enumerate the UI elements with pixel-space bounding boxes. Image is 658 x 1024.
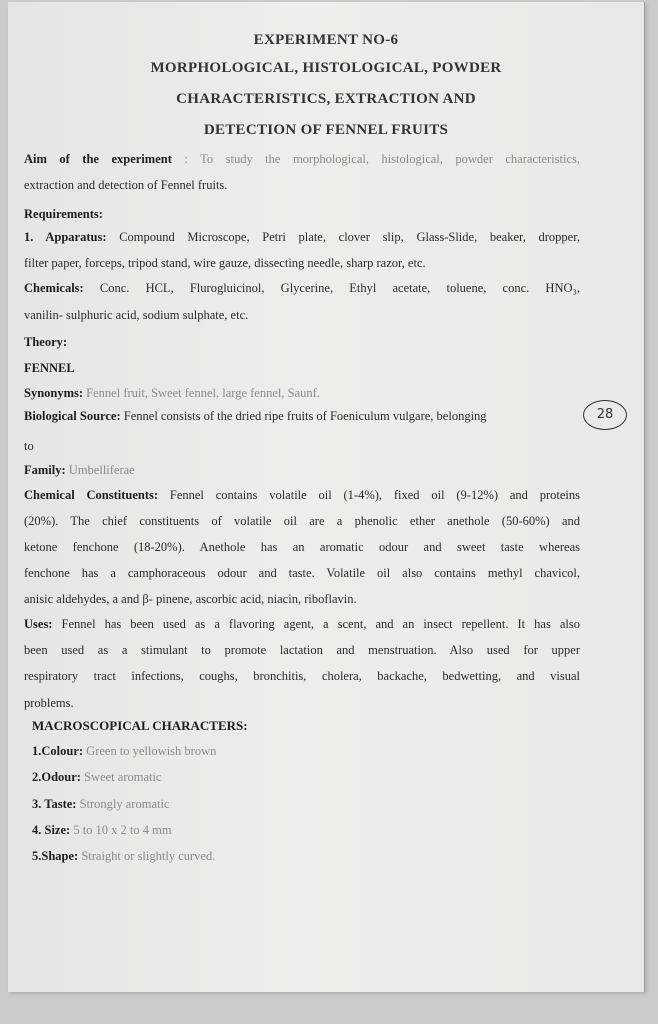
macro-item-size: 4. Size: 5 to 10 x 2 to 4 mm — [32, 823, 172, 837]
aim-text-2: extraction and detection of Fennel fruits. — [24, 178, 228, 192]
macroscopical-heading: MACROSCOPICAL CHARACTERS: — [32, 718, 248, 733]
uses-text-2: been used as a stimulant to promote lactation and menstruation. Also used for upper — [24, 643, 580, 657]
bio-source-text-2: to — [24, 439, 34, 453]
bio-source-line-1 — [24, 409, 487, 424]
aim-label: Aim of the experiment — [24, 152, 172, 166]
bio-source-label: Biological Source: — [24, 409, 121, 423]
chem-text-4: fenchone has a camphoraceous odour and taste. Volatile oil also contains methyl chavicol, — [24, 566, 580, 580]
chemicals-text-1: Conc. HCL, Flurogluicinol, Glycerine, Ethyl acetate, toluene, conc. HNO₃, — [99, 281, 580, 295]
macro-item-shape: 5.Shape: Straight or slightly curved. — [32, 849, 216, 863]
synonyms-label: Synonyms: — [24, 386, 84, 400]
title-line-3: CHARACTERISTICS, EXTRACTION AND — [176, 91, 476, 107]
synonyms-text: Fennel fruit, Sweet fennel, large fennel, Saunf. — [86, 386, 320, 400]
chemicals-line-1 — [24, 281, 580, 296]
family-line — [24, 463, 135, 478]
chem-text-5: anisic aldehydes, a and β- pinene, ascorbic acid, niacin, riboflavin. — [24, 592, 357, 606]
chem-text-1: Fennel contains volatile oil (1-4%), fixed oil (9-12%) and proteins — [169, 488, 580, 502]
document-page — [8, 2, 645, 992]
chemicals-text-2: vanilin- sulphuric acid, sodium sulphate, etc. — [24, 308, 249, 322]
aim-line-1 — [24, 152, 580, 167]
apparatus-text-2: filter paper, forceps, tripod stand, wire gauze, dissecting needle, sharp razor, etc. — [24, 256, 426, 270]
family-text: Umbelliferae — [68, 463, 135, 477]
requirements-heading: Requirements: — [24, 207, 103, 221]
page-number-badge: 28 — [583, 400, 627, 430]
synonyms-line — [24, 386, 320, 401]
uses-line-1 — [24, 617, 580, 632]
chem-text-3: ketone fenchone (18-20%). Anethole has an aromatic odour and sweet taste whereas — [24, 540, 580, 554]
bio-source-text-1: Fennel consists of the dried ripe fruits of Foeniculum vulgare, belonging — [123, 409, 487, 423]
title-line-4: DETECTION OF FENNEL FRUITS — [203, 122, 449, 138]
chem-line-1 — [24, 488, 580, 503]
chemicals-label: Chemicals: — [24, 281, 84, 295]
uses-label: Uses: — [24, 617, 53, 631]
apparatus-line-1 — [24, 230, 580, 245]
macro-item-odour: 2.Odour: Sweet aromatic — [32, 770, 162, 784]
macro-item-taste: 3. Taste: Strongly aromatic — [32, 797, 170, 811]
macro-item-colour: 1.Colour: Green to yellowish brown — [32, 744, 217, 758]
theory-heading: Theory: — [24, 335, 68, 349]
uses-text-1: Fennel has been used as a flavoring agent, a scent, and an insect repellent. It has also — [61, 617, 581, 631]
uses-text-4: problems. — [24, 696, 74, 710]
drug-name: FENNEL — [24, 361, 75, 375]
aim-text-1: : To study the morphological, histological, powder characteristics, — [184, 152, 580, 166]
apparatus-label: 1. Apparatus: — [24, 230, 107, 244]
experiment-number-title: EXPERIMENT NO-6 — [253, 32, 399, 48]
chem-label: Chemical Constituents: — [24, 488, 159, 502]
title-line-2: MORPHOLOGICAL, HISTOLOGICAL, POWDER — [150, 60, 502, 76]
chem-text-2: (20%). The chief constituents of volatile oil are a phenolic ether anethole (50-60%) and — [24, 514, 580, 528]
family-label: Family: — [24, 463, 66, 477]
apparatus-text-1: Compound Microscope, Petri plate, clover slip, Glass-Slide, beaker, dropper, — [119, 230, 581, 244]
uses-text-3: respiratory tract infections, coughs, bronchitis, cholera, backache, bedwetting, and visual — [24, 669, 580, 683]
